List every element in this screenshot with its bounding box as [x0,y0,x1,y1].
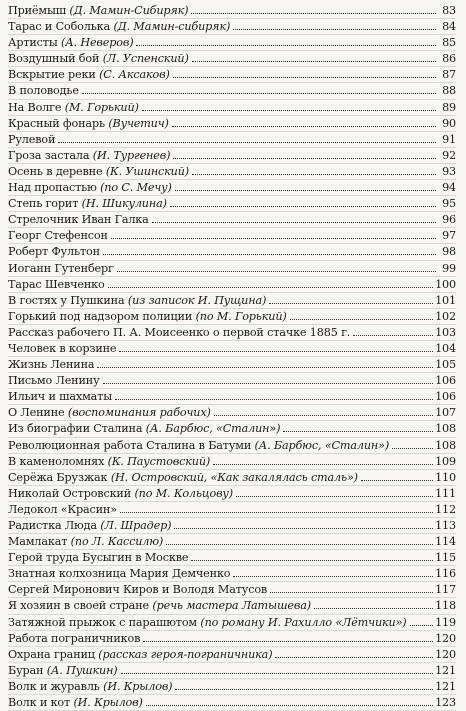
dot-leader [82,92,436,94]
toc-entry [8,261,456,277]
entry-title-text: В половодье [8,84,79,98]
page-number: 89 [442,100,456,114]
entry-title-text: На Волге [8,100,62,114]
dot-leader [236,495,433,497]
entry-title [8,470,358,485]
dot-leader [166,543,433,545]
entry-title [8,148,170,163]
dot-leader [191,559,433,561]
entry-title-text: Гроза застала [8,148,90,162]
dot-leader [103,253,436,255]
toc-entry [8,180,456,196]
entry-author: (А. Неверов) [61,36,134,50]
entry-author: (А. Барбюс, «Сталин») [145,422,281,436]
dot-leader [117,270,436,272]
entry-title [8,100,139,115]
entry-title-text: Человек в корзине [8,341,117,355]
toc-entry [8,421,456,437]
dot-leader [119,350,433,352]
entry-author: (рассказ героя-пограничника) [98,647,273,661]
page-number: 105 [435,358,456,372]
dot-leader [111,237,436,239]
page-number: 88 [442,84,456,98]
toc-entry [8,116,456,132]
page-number: 93 [442,164,456,178]
entry-title [8,373,100,388]
entry-author: (Н. Шикулина) [81,197,167,211]
entry-title-text: Мамлакат [8,535,68,549]
entry-title [8,212,149,227]
entry-title [8,35,133,50]
dot-leader [173,76,436,78]
entry-title-text: В гостях у Пушкина [8,293,125,307]
entry-author: (по М. Кольцову) [134,486,233,500]
page-number: 120 [435,631,456,645]
entry-author: (Л. Успенский) [102,52,189,66]
entry-author: (из записок И. Пущина) [127,293,267,307]
page-number: 87 [442,68,456,82]
entry-title [8,67,170,82]
toc-entry [8,598,456,614]
entry-author: (Д. Мамин-сибиряк) [113,20,231,34]
toc-entry [8,277,456,293]
page-number: 121 [435,679,456,693]
page-number: 108 [435,438,456,452]
dot-leader [361,479,433,481]
entry-title-text: Иоганн Гутенберг [8,261,114,275]
dot-leader [115,398,433,400]
toc-entry [8,132,456,148]
entry-title [8,357,94,372]
entry-author: (М. Горький) [64,100,139,114]
dot-leader [103,382,434,384]
entry-title-text: Приёмыш [8,4,66,17]
entry-author: (по Л. Кассилю) [70,535,164,549]
page-number: 123 [435,696,456,710]
page-number: 114 [435,535,456,549]
entry-author: (Н. Островский, «Как закалялась сталь») [110,470,358,484]
entry-title [8,679,172,694]
entry-title-text: Рулевой [8,132,56,146]
entry-title-text: Стрелочник Иван Галка [8,213,149,227]
dot-leader [146,704,433,706]
entry-title-text: Ледокол «Красин» [8,502,117,516]
entry-title-text: Рассказ рабочего П. А. Моисеенко о первой стачке 1885 г. [8,325,351,339]
entry-title-text: Из биографии Сталина [8,422,143,436]
entry-author: (И. Крылов) [73,696,143,710]
toc-entry [8,438,456,454]
page-number: 121 [435,663,456,677]
toc-entry [8,631,456,647]
entry-author: (И. Крылов) [103,679,173,693]
toc-entry [8,663,456,679]
entry-title-text: Осень в деревне [8,164,103,178]
toc-entry [8,566,456,582]
entry-title-text: Николай Островский [8,486,132,500]
entry-title-text: О Ленине [8,406,65,420]
entry-author: (воспоминания рабочих) [67,406,211,420]
entry-title [8,438,389,453]
entry-title-text: Письмо Ленину [8,374,100,388]
dot-leader [283,430,433,432]
page-number: 104 [435,341,456,355]
page-number: 95 [442,197,456,211]
toc-entry [8,51,456,67]
dot-leader [275,656,433,658]
entry-title [8,550,188,565]
entry-title-text: Работа пограничников [8,631,141,645]
entry-title [8,695,143,710]
dot-leader [314,607,433,609]
entry-title-text: Сергей Миронович Киров и Володя Матусов [8,583,268,597]
page-number: 99 [442,261,456,275]
entry-title [8,454,210,469]
entry-author: (К. Ушинский) [105,164,190,178]
entry-title [8,663,118,678]
dot-leader [270,591,433,593]
entry-title-text: Герой труда Бусыгин в Москве [8,551,189,565]
dot-leader [290,318,433,320]
page-number: 98 [442,245,456,259]
entry-title-text: Знатная колхозница Мария Демченко [8,567,231,581]
page-number: 109 [435,454,456,468]
entry-title [8,486,233,501]
toc-entry [8,518,456,534]
entry-title [8,132,55,147]
entry-title [8,566,230,581]
entry-title [8,405,211,420]
toc-entry [8,196,456,212]
page-number: 115 [435,551,456,565]
entry-title [8,582,267,597]
entry-title [8,534,163,549]
toc-entry [8,164,456,180]
entry-title-text: Тарас и Соболька [8,20,111,34]
entry-author: (С. Аксаков) [99,68,170,82]
entry-title [8,293,266,308]
toc-entry [8,373,456,389]
entry-title [8,164,189,179]
entry-title [8,3,188,18]
entry-title-text: Серёжа Брузжак [8,470,108,484]
dot-leader [233,28,436,30]
page-number: 106 [435,374,456,388]
entry-title-text: Воздушный бой [8,52,100,66]
entry-title [8,631,140,646]
dot-leader [214,414,433,416]
entry-author: (речь мастера Латышева) [152,599,311,613]
dot-leader [192,60,436,62]
entry-title [8,180,172,195]
entry-title-text: Буран [8,663,44,677]
entry-title-text: Радистка Люда [8,519,97,532]
dot-leader [213,463,433,465]
page-number: 101 [435,293,456,307]
entry-title [8,389,112,404]
toc-entry [8,695,456,711]
entry-title-text: Я хозяин в своей стране [8,599,149,613]
dot-leader [121,672,434,674]
page-number: 103 [435,325,456,339]
entry-title [8,228,108,243]
entry-author: (А. Барбюс, «Сталин») [254,438,390,452]
entry-author: (Вучетич) [108,116,169,130]
dot-leader [58,141,436,143]
entry-author: (по М. Горький) [195,309,287,323]
dot-leader [97,366,433,368]
page-number: 120 [435,647,456,661]
dot-leader [175,688,433,690]
page-number: 84 [442,20,456,34]
page-number: 94 [442,181,456,195]
toc-entry [8,470,456,486]
toc-entry [8,3,456,19]
entry-title [8,615,407,630]
page-number: 85 [442,36,456,50]
toc-entry [8,647,456,663]
entry-title [8,19,230,34]
dot-leader [353,334,433,336]
dot-leader [392,447,433,449]
toc-entry [8,357,456,373]
toc-entry [8,325,456,341]
toc-entry [8,83,456,99]
entry-title-text: Горький под надзором полиции [8,309,193,323]
entry-title [8,341,116,356]
entry-title-text: Артисты [8,36,58,50]
entry-title-text: Волк и журавль [8,679,100,693]
dot-leader [269,302,433,304]
page-number: 96 [442,213,456,227]
page-number: 117 [435,583,456,597]
entry-title [8,518,171,533]
toc-entry [8,405,456,421]
page-number: 107 [435,406,456,420]
toc-entry [8,679,456,695]
entry-title [8,647,272,662]
entry-title [8,309,287,324]
entry-title-text: Георг Стефенсон [8,229,108,243]
toc-entry [8,341,456,357]
entry-title [8,261,114,276]
entry-author: (К. Паустовский) [107,454,211,468]
toc-entry [8,19,456,35]
toc-entry [8,454,456,470]
page-number: 106 [435,390,456,404]
dot-leader [143,640,433,642]
page-number: 100 [435,277,456,291]
entry-title [8,116,169,131]
entry-title [8,598,311,613]
entry-title-text: В каменоломнях [8,454,105,468]
toc-entry [8,550,456,566]
entry-author: (И. Тургенев) [92,148,171,162]
entry-title-text: Революционная работа Сталина в Батуми [8,438,252,452]
entry-author: (по С. Мечу) [100,181,172,195]
toc-entry [8,582,456,598]
entry-title-text: Затяжной прыжок с парашютом [8,615,197,629]
page-number: 86 [442,52,456,66]
toc-entry [8,35,456,51]
page-number: 113 [435,519,456,532]
entry-title-text: Красный фонарь [8,116,105,130]
page-number: 108 [435,422,456,436]
dot-leader [233,575,433,577]
dot-leader [136,44,436,46]
page-number: 110 [435,470,456,484]
page-number: 90 [442,116,456,130]
entry-author: (Л. Шрадер) [100,519,172,532]
dot-leader [175,189,436,191]
toc-entry [8,212,456,228]
dot-leader [142,109,436,111]
page-number: 111 [435,486,456,500]
dot-leader [410,624,434,626]
entry-author: (Д. Мамин-Сибиряк) [69,4,189,17]
entry-title [8,277,105,292]
entry-title [8,421,280,436]
entry-title-text: Вскрытие реки [8,68,96,82]
toc-entry [8,228,456,244]
toc-entry [8,244,456,260]
toc-entry [8,389,456,405]
entry-title [8,325,350,340]
page-number: 83 [442,4,456,17]
dot-leader [173,157,436,159]
entry-title [8,51,189,66]
toc-entry [8,293,456,309]
dot-leader [108,286,434,288]
dot-leader [174,527,433,529]
page-number: 91 [442,132,456,146]
entry-title-text: Тарас Шевченко [8,277,105,291]
dot-leader [152,221,436,223]
entry-title [8,83,79,98]
dot-leader [170,205,436,207]
page-number: 102 [435,309,456,323]
dot-leader [120,511,433,513]
toc-entry [8,67,456,83]
entry-title [8,502,117,517]
page-number: 112 [435,502,456,516]
dot-leader [192,173,436,175]
dot-leader [172,125,436,127]
entry-title-text: Над пропастью [8,181,97,195]
toc-entry [8,502,456,518]
dot-leader [191,12,436,14]
entry-title-text: Охрана границ [8,647,95,661]
toc-entry [8,534,456,550]
entry-title-text: Роберт Фультон [8,245,100,259]
entry-title-text: Волк и кот [8,696,71,710]
toc-entry [8,309,456,325]
toc-entry [8,148,456,164]
entry-title [8,196,167,211]
entry-title [8,244,100,259]
page-number: 92 [442,148,456,162]
entry-author: (А. Пушкин) [46,663,118,677]
entry-title-text: Жизнь Ленина [8,358,95,372]
toc-entry [8,486,456,502]
page-number: 116 [435,567,456,581]
page-number: 118 [435,599,456,613]
entry-title-text: Ильич и шахматы [8,390,112,404]
toc-entry [8,615,456,631]
page-number: 97 [442,229,456,243]
page-number: 119 [435,615,456,629]
toc-entry [8,100,456,116]
entry-author: (по роману И. Рахилло «Лётчики») [200,615,407,629]
entry-title-text: Степь горит [8,197,79,211]
